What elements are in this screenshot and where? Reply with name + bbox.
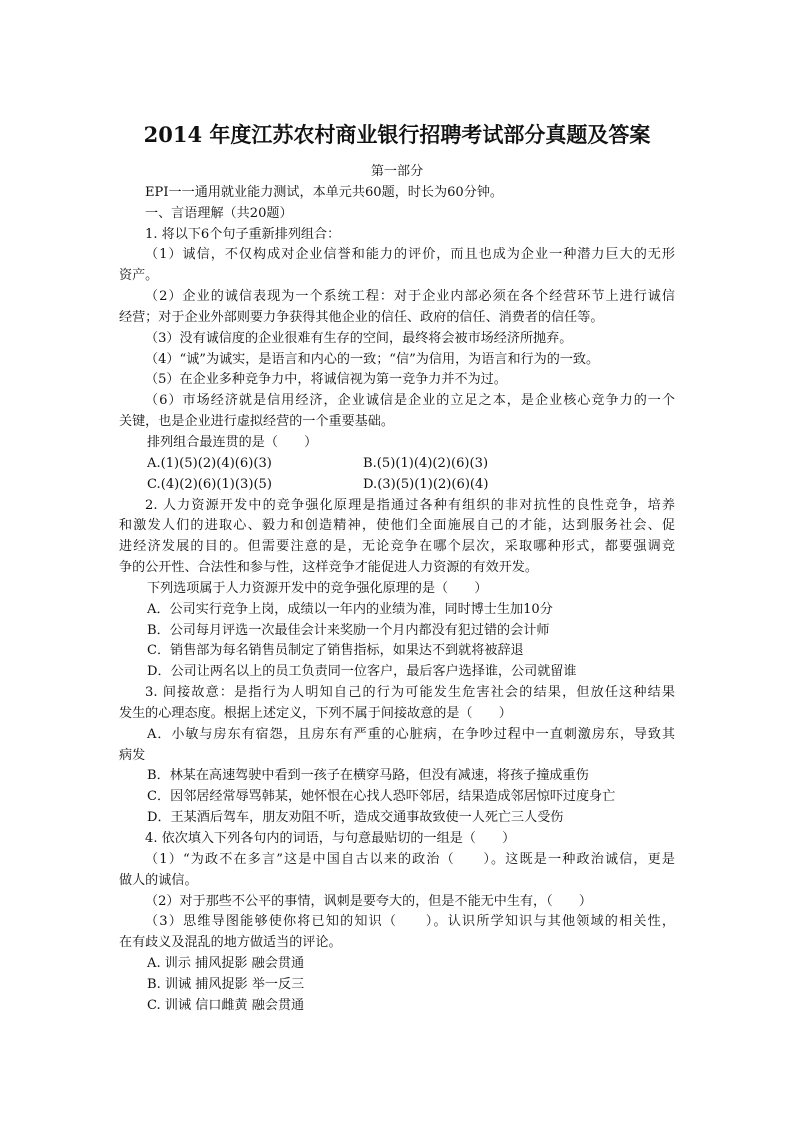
q3-line-1: 3. 间接故意：是指行为人明知自己的行为可能发生危害社会的结果，但放任这种结果 [145, 685, 675, 701]
q4-option-c: C. 训诫 信口雌黄 融会贯通 [147, 997, 305, 1013]
q1-option-a: A.(1)(5)(2)(4)(6)(3) [147, 455, 272, 471]
q2-line-3: 进经济发展的目的。但需要注意的是，无论竞争在哪个层次，采取哪种形式，都要强调竞 [119, 539, 675, 555]
q1-sentence-2: （2）企业的诚信表现为一个系统工程：对于企业内部必须在各个经营环节上进行诚信 [145, 289, 675, 305]
q3-line-2: 发生的心理态度。根据上述定义，下列不属于间接故意的是（ ） [119, 705, 512, 721]
q2-option-b: B．公司每月评选一次最佳会计来奖励一个月内都没有犯过错的会计师 [147, 622, 550, 638]
q2-option-c: C．销售部为每名销售员制定了销售指标，如果达不到就将被辞退 [147, 643, 524, 659]
q3-option-d: D．王某酒后驾车，朋友劝阻不听，造成交通事故致使一人死亡三人受伤 [147, 810, 564, 826]
q4-sentence-2: （2）对于那些不公平的事情，讽刺是要夸大的，但是不能无中生有，（ ） [145, 893, 592, 909]
q2-line-4: 争的公开性、合法性和参与性，这样竞争才能促进人力资源的有效开发。 [119, 560, 538, 576]
q1-sentence-4: （4）“诚”为诚实，是语言和内心的一致；“信”为信用，为语言和行为的一致。 [145, 351, 600, 367]
q3-option-a-cont: 病发 [119, 747, 146, 763]
q1-question: 排列组合最连贯的是（ ） [147, 434, 318, 450]
q1-stem: 1. 将以下6个句子重新排列组合： [145, 226, 341, 242]
q2-option-a: A．公司实行竞争上岗，成绩以一年内的业绩为准，同时博士生加10分 [147, 601, 553, 617]
part-heading: 一、言语理解（共20题） [145, 205, 293, 221]
document-body [119, 162, 675, 1017]
q3-option-c: C．因邻居经常辱骂韩某，她怀恨在心找人恐吓邻居，结果造成邻居惊吓过度身亡 [147, 789, 616, 805]
q1-option-c: C.(4)(2)(6)(1)(3)(5) [147, 476, 272, 492]
q1-sentence-3: （3）没有诚信度的企业很难有生存的空间，最终将会被市场经济所抛弃。 [145, 330, 573, 346]
q4-option-a: A. 训示 捕风捉影 融会贯通 [147, 956, 305, 972]
q1-sentence-6: （6）市场经济就是信用经济，企业诚信是企业的立足之本，是企业核心竞争力的一个 [145, 393, 675, 409]
q1-options-row-2 [119, 475, 675, 496]
q1-sentence-5: （5）在企业多种竞争力中，将诚信视为第一竞争力并不为过。 [145, 372, 507, 388]
q3-option-b: B．林某在高速驾驶中看到一孩子在横穿马路，但没有减速，将孩子撞成重伤 [147, 768, 589, 784]
section-heading: 第一部分 [370, 164, 424, 179]
q1-sentence-6-cont: 关键，也是企业进行虚拟经营的一个重要基础。 [119, 414, 394, 430]
q4-stem: 4. 依次填入下列各句内的词语，与句意最贴切的一组是（ ） [145, 831, 516, 846]
q1-option-d: D.(3)(5)(1)(2)(6)(4) [363, 476, 489, 492]
q1-sentence-2-cont: 经营；对于企业外部则要力争获得其他企业的信任、政府的信任、消费者的信任等。 [119, 309, 604, 325]
q4-option-b: B. 训诫 捕风捉影 举一反三 [147, 976, 305, 992]
q4-sentence-3: （3）思维导图能够使你将已知的知识（ ）。认识所学知识与其他领域的相关性， [145, 914, 675, 930]
q4-sentence-1-cont: 做人的诚信。 [119, 872, 198, 888]
q2-option-d: D．公司让两名以上的员工负责同一位客户，最后客户选择谁，公司就留谁 [147, 664, 577, 680]
q1-sentence-1-cont: 资产。 [119, 268, 159, 284]
q1-options-row-1 [119, 454, 675, 475]
q4-sentence-3-cont: 在有歧义及混乱的地方做适当的评论。 [119, 935, 342, 951]
q1-option-b: B.(5)(1)(4)(2)(6)(3) [363, 455, 489, 471]
intro-line: EPI一一通用就业能力测试，本单元共60题，时长为60分钟。 [145, 184, 504, 200]
q2-line-2: 和激发人们的进取心、毅力和创造精神，使他们全面施展自己的才能，达到服务社会、促 [119, 518, 675, 534]
document-title: 2014 年度江苏农村商业银行招聘考试部分真题及答案 [143, 122, 651, 147]
q2-line-1: 2. 人力资源开发中的竞争强化原理是指通过各种有组织的非对抗性的良性竞争，培养 [145, 497, 675, 513]
q3-option-a: A．小敏与房东有宿怨，且房东有严重的心脏病，在争吵过程中一直刺激房东，导致其 [147, 726, 675, 742]
q2-question: 下列选项属于人力资源开发中的竞争强化原理的是（ ） [147, 580, 488, 596]
q1-sentence-1: （1）诚信，不仅构成对企业信誉和能力的评价，而且也成为企业一种潜力巨大的无形 [145, 247, 675, 263]
q4-sentence-1: （1）“为政不在多言”这是中国自古以来的政治（ ）。这既是一种政治诚信，更是 [145, 851, 675, 867]
